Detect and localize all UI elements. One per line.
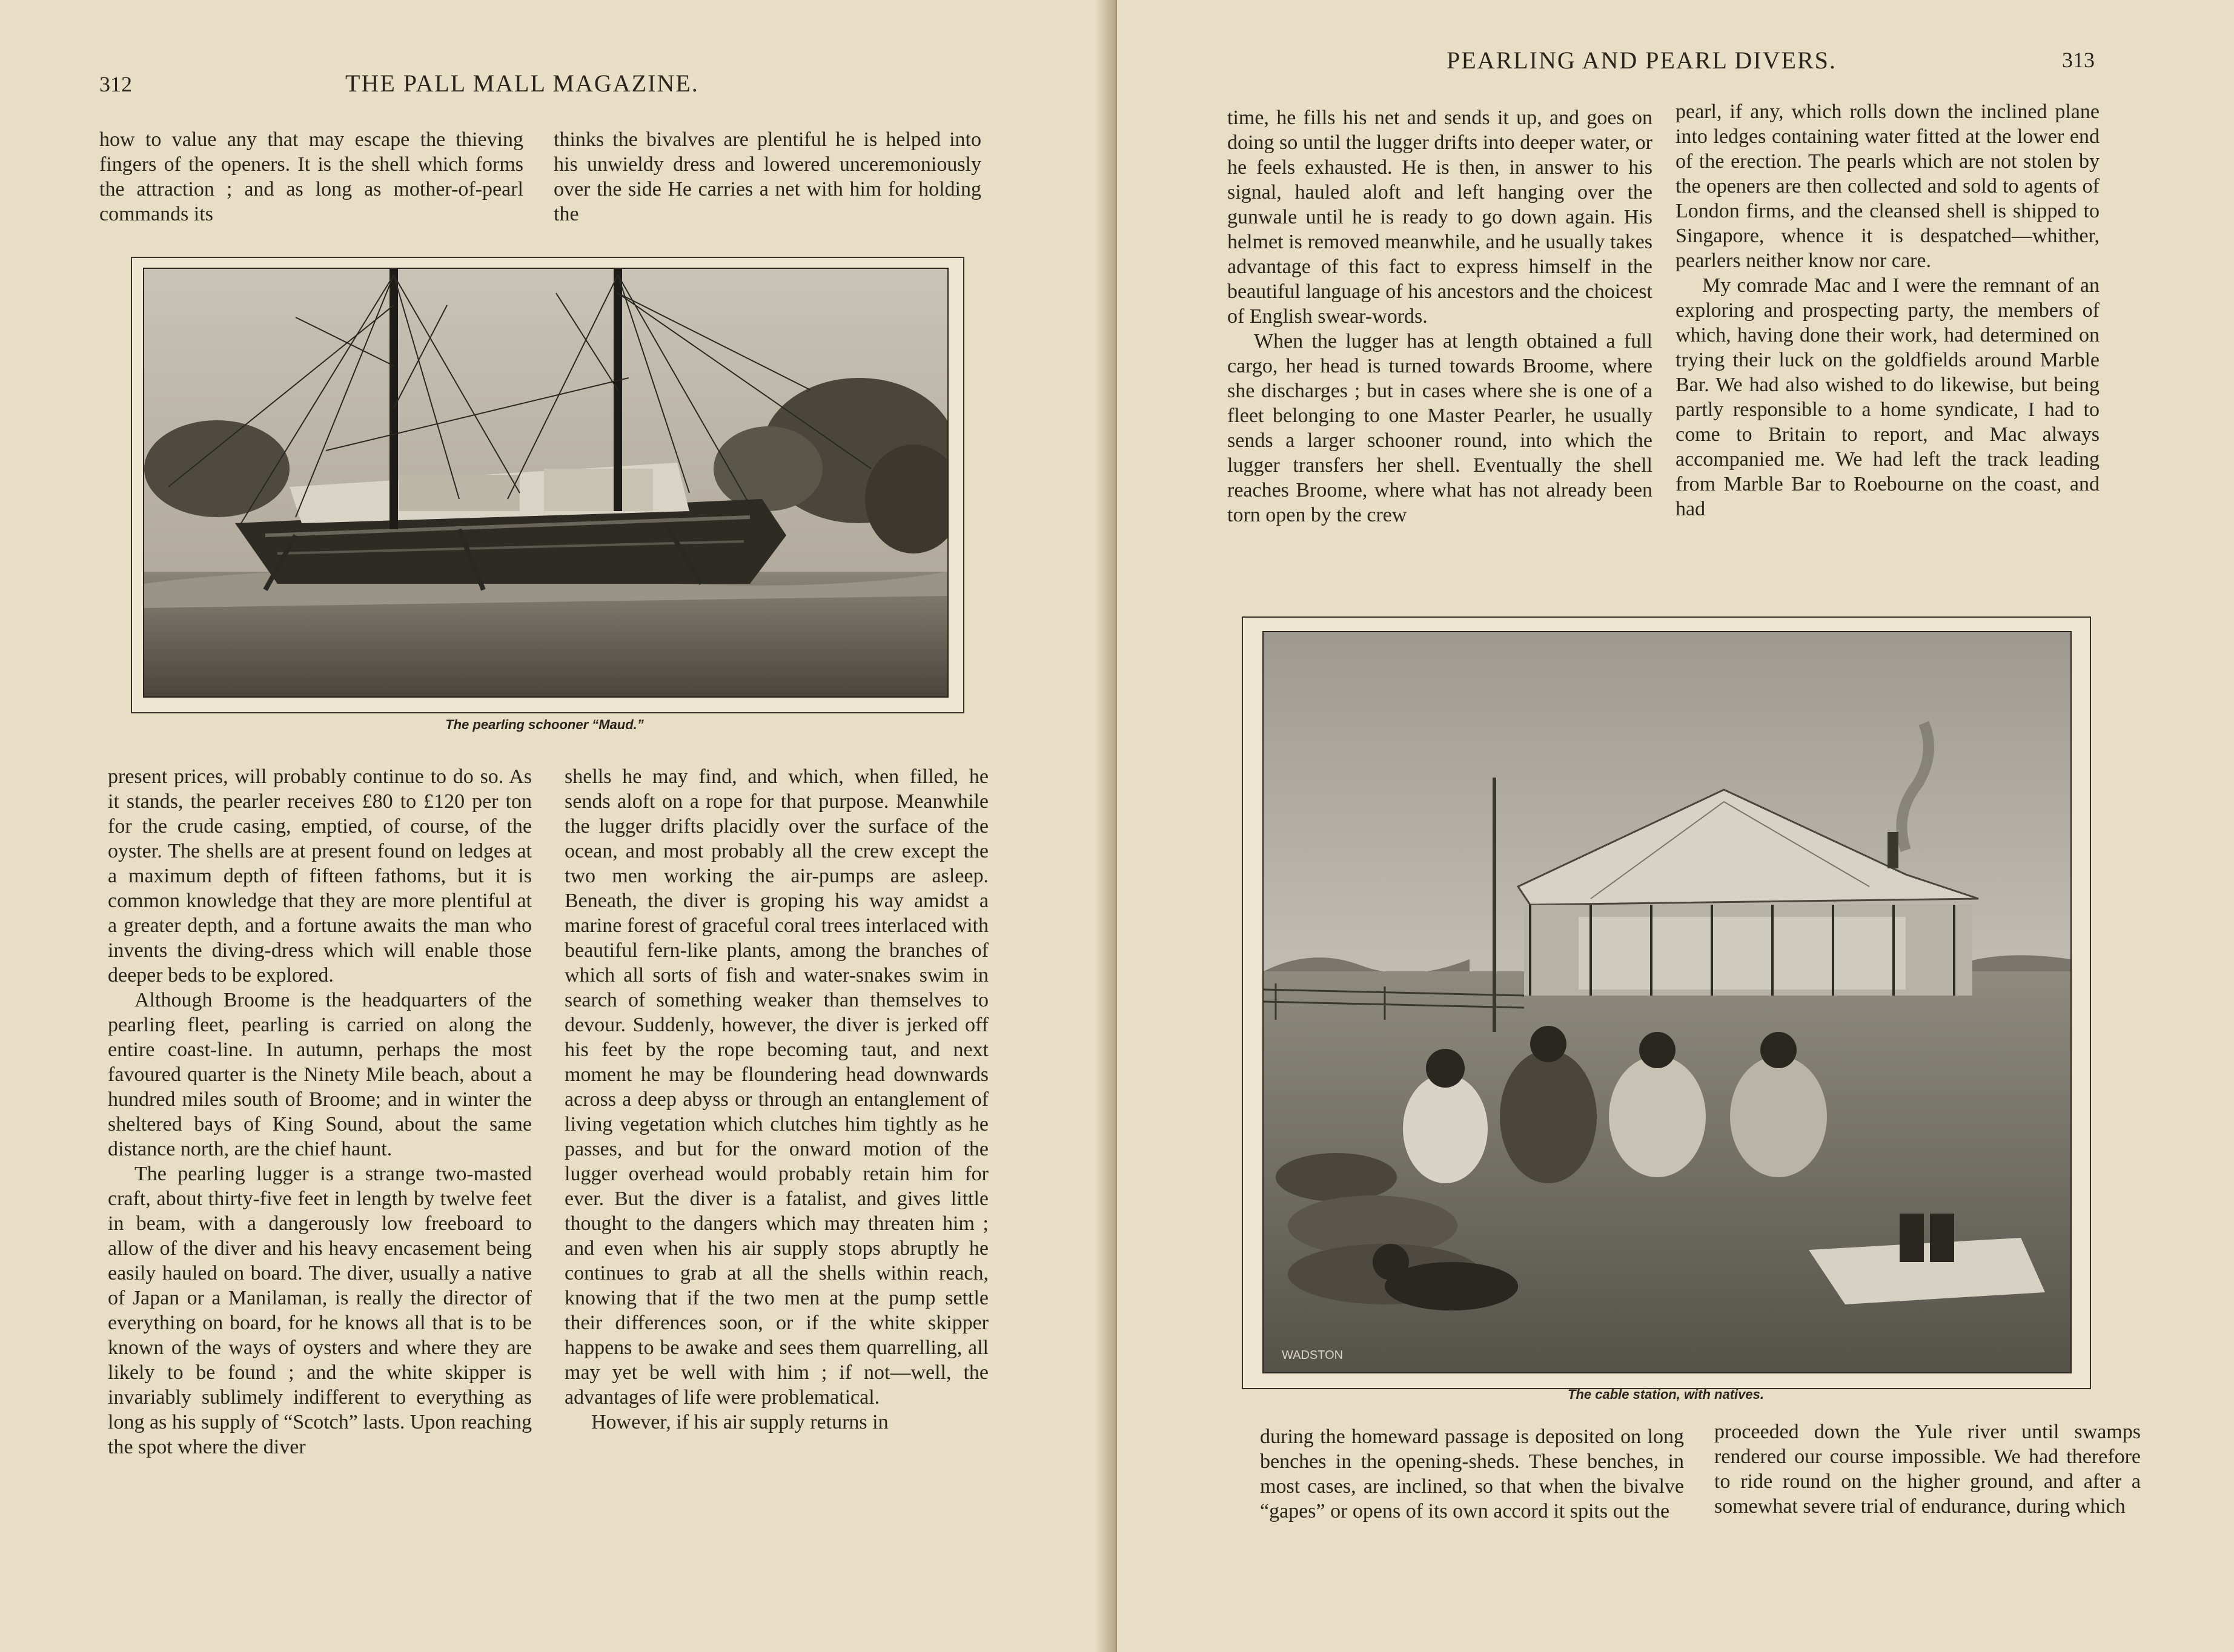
paragraph: how to value any that may escape the thieving fingers of the openers. It is the shell which forms the attraction ; and as long as mother-of-pearl commands its — [99, 128, 523, 225]
paragraph: pearl, if any, which rolls down the inclined plane into ledges containing water fitted at the lower end of the erection. The pearls which are not stolen by the openers are then collected and sold to agents of London firms, and the cleansed shell is shipped to Singapore, whence it is despatched—whither, pearlers neither know nor care. — [1676, 101, 2100, 272]
left-col1-top — [99, 127, 523, 226]
paragraph: thinks the bivalves are plentiful he is helped into his unwieldy dress and lowered unceremoniously over the side He carries a net with him for holding the — [554, 128, 981, 225]
right-col2-bottom — [1714, 1419, 2141, 1519]
schooner-caption: The pearling schooner “Maud.” — [445, 717, 644, 732]
paragraph: My comrade Mac and I were the remnant of an exploring and prospecting party, the members of which, having done their work, had determined on trying their luck on the goldfields around Marble Bar. We had also wished to do likewise, but being partly responsible to a home syndicate, I had to come to Britain to report, and Mac always accompanied me. We had left the track leading from Marble Bar to Roebourne on the coast, and had — [1676, 274, 2100, 520]
paragraph: proceeded down the Yule river until swamps rendered our course impossible. We had therefore to ride round on the higher ground, and after a somewhat severe trial of endurance, during which — [1714, 1421, 2141, 1518]
left-col2-top — [554, 127, 981, 226]
right-col2-top — [1676, 99, 2100, 521]
running-head-right: PEARLING AND PEARL DIVERS. — [1447, 47, 1837, 74]
paragraph: Although Broome is the headquarters of the pearling fleet, pearling is carried on along the entire coast-line. In autumn, perhaps the most favoured quarter is the Ninety Mile beach, about a hundred miles south of Broome; and in winter the sheltered bays of King Sound, about the same distance north, are the chief haunt. — [108, 989, 532, 1160]
paragraph: However, if his air supply returns in — [591, 1411, 889, 1433]
right-col1-bottom — [1260, 1424, 1684, 1524]
paragraph: When the lugger has at length obtained a full cargo, her head is turned towards Broome, where she discharges ; but in cases where she is one of a fleet belonging to one Master Pearler, he usually sends a larger schooner round, into which the lugger transfers her shell. Eventually the shell reaches Broome, where what has not already been torn open by the crew — [1227, 330, 1652, 526]
right-col1-top — [1227, 105, 1652, 527]
running-head-left: THE PALL MALL MAGAZINE. — [345, 70, 699, 97]
right-page — [1117, 0, 2234, 1652]
artist-signature: WADSTON — [1282, 1349, 1344, 1362]
page-number-right: 313 — [2062, 48, 2095, 72]
left-col2-bottom — [565, 764, 989, 1435]
paragraph: time, he fills his net and sends it up, and goes on doing so until the lugger drifts into deeper water, or he feels exhausted. He is then, in answer to his signal, hauled aloft and left hanging over the gunwale until he is ready to go down again. His helmet is removed meanwhile, and he usually takes advantage of this fact to express himself in the beautiful language of his ancestors and the choicest of English swear-words. — [1227, 107, 1652, 328]
left-col1-bottom — [108, 764, 532, 1459]
page-number-left: 312 — [99, 72, 132, 96]
schooner-photo — [143, 268, 949, 698]
paragraph: shells he may find, and which, when filled, he sends aloft on a rope for that purpose. Meanwhile the lugger drifts placidly over the surface of the ocean, and most probably all the crew except the two men working the air-pumps are asleep. Beneath, the diver is groping his way amidst a marine forest of graceful coral trees interlaced with beautiful fern-like plants, among the branches of which all sorts of fish and water-snakes swim in search of something weaker than themselves to devour. Suddenly, however, the diver is jerked off his feet by the rope becoming taut, and next moment he may be floundering head downwards across a deep abyss or through an entanglement of living vegetation which clutches him tightly as he passes, and but for the onward motion of the lugger overhead would probably retain him for ever. But the diver is a fatalist, and gives little thought to the dangers which may threaten him ; and even when his air supply stops abruptly he continues to grab at all the shells within reach, knowing that if the two men at the pump settle their differences soon, or if the white skipper happens to be awake and sees them quarrelling, all may yet be well with him ; if not—well, the advantages of life were problematical. — [565, 765, 989, 1409]
cable-station-caption: The cable station, with natives. — [1568, 1387, 1764, 1402]
cable-station-illustration — [1262, 631, 2072, 1373]
paragraph: present prices, will probably continue to do so. As it stands, the pearler receives £80 to £120 per ton for the crude casing, emptied, of course, of the oyster. The shells are at present found on ledges at a maximum depth of fifteen fathoms, but it is common knowledge that they are more plentiful at a greater depth, and a fortune awaits the man who invents the diving-dress which will enable those deeper beds to be explored. — [108, 765, 532, 986]
paragraph: during the homeward passage is deposited on long benches in the opening-sheds. These benches, in most cases, are inclined, so that when the bivalve “gapes” or opens of its own accord it spits out the — [1260, 1426, 1684, 1522]
paragraph: The pearling lugger is a strange two-masted craft, about thirty-five feet in length by twelve feet in beam, with a dangerously low freeboard to allow of the diver and his heavy encasement being easily hauled on board. The diver, usually a native of Japan or a Manilaman, is really the director of everything on board, for he knows all that is to be known of the ways of oysters and where they are likely to be found ; and the white skipper is invariably sublimely indifferent to everything as long as his supply of “Scotch” lasts. Upon reaching the spot where the diver — [108, 1163, 532, 1458]
